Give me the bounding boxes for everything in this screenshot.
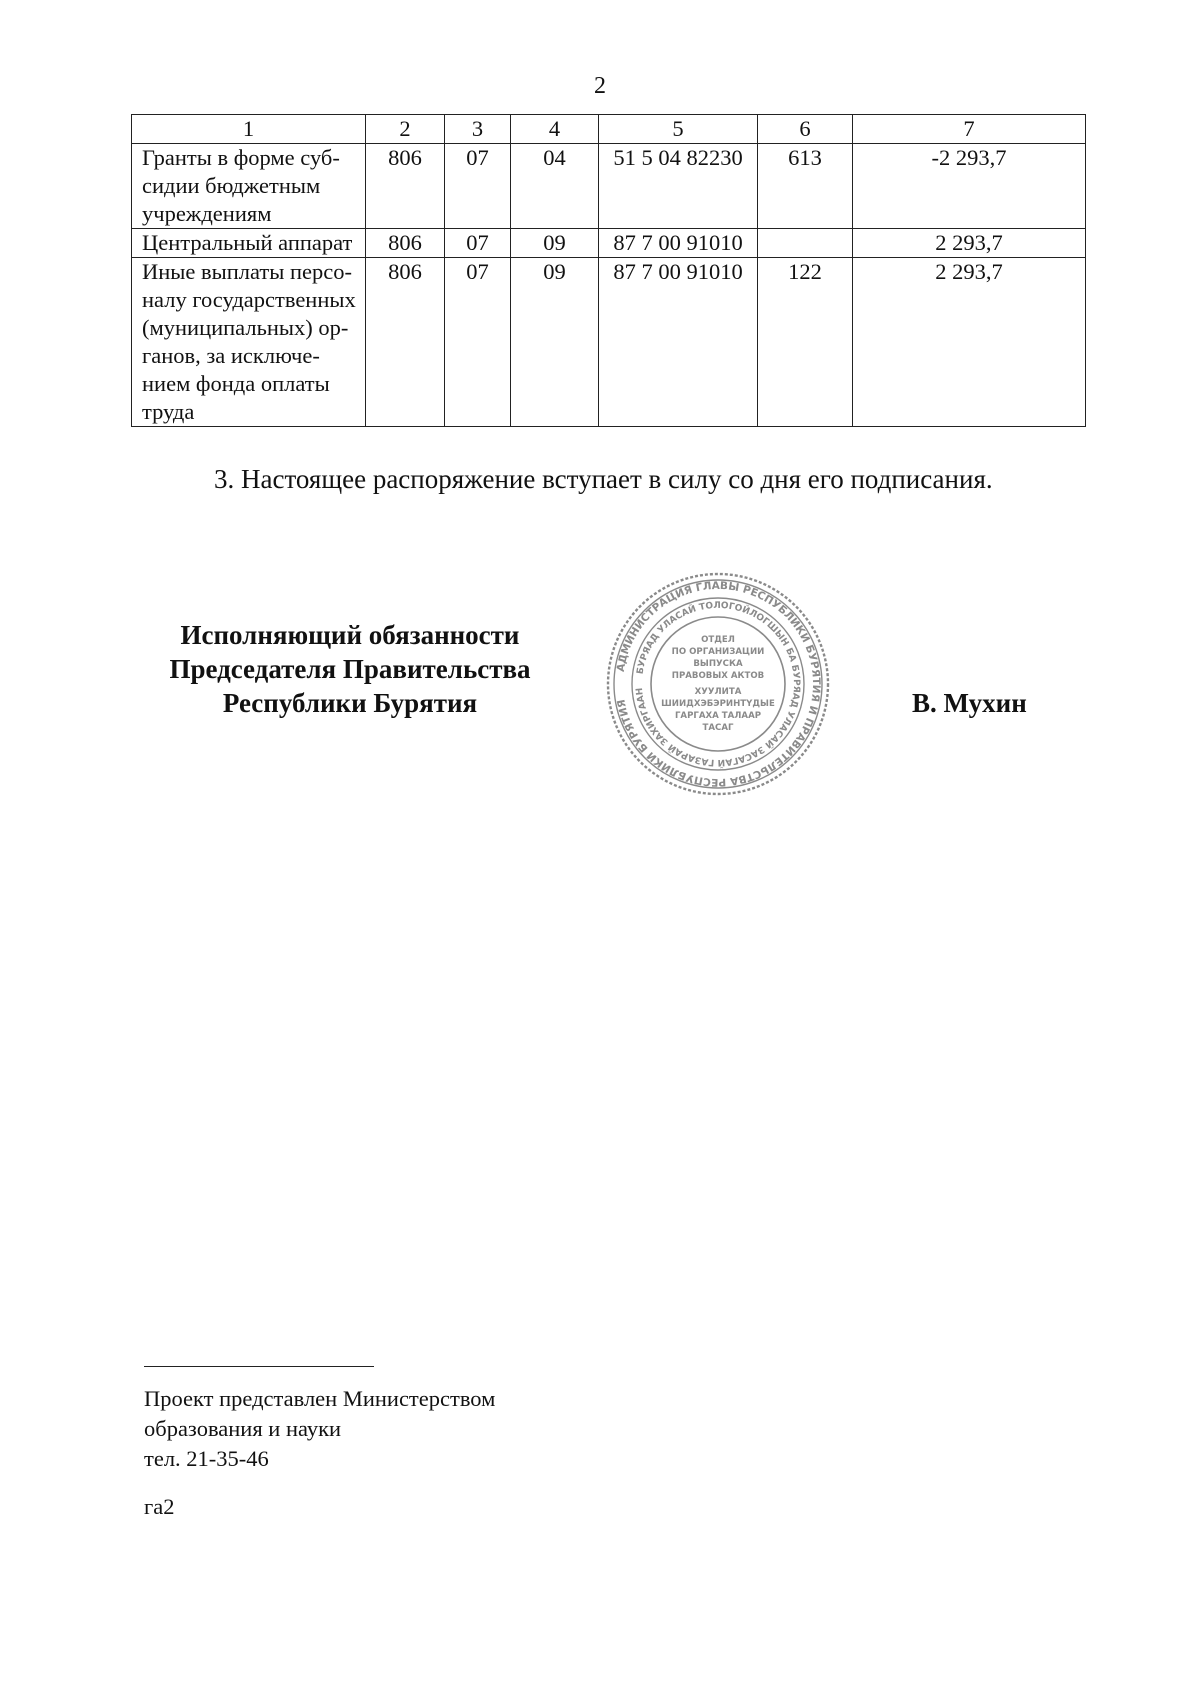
section-cell: 07 (445, 258, 511, 427)
target-article-cell: 87 7 00 91010 (599, 258, 758, 427)
stamp-center-line: ПРАВОВЫХ АКТОВ (671, 671, 765, 681)
header-cell: 1 (132, 115, 366, 144)
stamp-center-line: ВЫПУСКА (693, 659, 743, 669)
row-name-line: Центральный аппарат (142, 230, 353, 255)
target-article-cell: 87 7 00 91010 (599, 229, 758, 258)
budget-changes-table (131, 114, 1086, 427)
section-cell: 07 (445, 229, 511, 258)
ministry-code-cell: 806 (366, 229, 445, 258)
stamp-inner-ring-text: БУРЯАД УЛАСАЙ ТОЛОГОЙЛОГШЫН БА БУРЯАД УЛАСАЙ ЗАСАГАЙ ГАЗАРАЙ ЗАХИРГААН (635, 600, 802, 768)
footer-note-line: тел. 21-35-46 (144, 1446, 269, 1471)
signatory-title-line: Республики Бурятия (222, 688, 478, 718)
row-name-line: (муниципальных) ор- (142, 315, 349, 340)
header-cell: 3 (445, 115, 511, 144)
row-name-cell (132, 229, 366, 258)
footer-divider (144, 1366, 374, 1367)
subsection-cell: 09 (511, 258, 599, 427)
stamp-center-line: ХУУЛИТА (694, 687, 742, 697)
header-cell: 6 (758, 115, 853, 144)
header-cell: 5 (599, 115, 758, 144)
row-name-line: труда (142, 399, 195, 424)
stamp-center-line: ТАСАГ (702, 723, 734, 733)
footer-note-line: Проект представлен Министерством (144, 1386, 496, 1411)
table-header-row (132, 115, 1086, 144)
table-row (132, 258, 1086, 427)
row-name-cell (132, 144, 366, 229)
stamp-outer-ring-text: АДМИНИСТРАЦИЯ ГЛАВЫ РЕСПУБЛИКИ БУРЯТИЯ И ПРАВИТЕЛЬСТВА РЕСПУБЛИКИ БУРЯТИЯ (614, 579, 823, 789)
signatory-title (120, 618, 580, 720)
footer-note (144, 1384, 495, 1474)
stamp-center-line: ПО ОРГАНИЗАЦИИ (671, 647, 765, 657)
stamp-center-text (661, 635, 775, 733)
stamp-center-line: ШИИДХЭБЭРИНТҮДЫЕ (661, 699, 775, 709)
signatory-title-line: Председателя Правительства (169, 654, 531, 684)
stamp-center-line: ОТДЕЛ (701, 635, 735, 645)
row-name-line: ганов, за исключе- (142, 343, 320, 368)
expense-type-cell: 122 (758, 258, 853, 427)
decree-paragraph: 3. Настоящее распоряжение вступает в силу со дня его подписания. (214, 464, 993, 494)
expense-type-cell (758, 229, 853, 258)
document-code: га2 (144, 1494, 175, 1519)
row-name-line: нием фонда оплаты (142, 371, 330, 396)
signatory-name: В. Мухин (912, 688, 1027, 718)
row-name-cell (132, 258, 366, 427)
subsection-cell: 04 (511, 144, 599, 229)
row-name-line: Иные выплаты персо- (142, 259, 353, 284)
signatory-title-line: Исполняющий обязанности (180, 620, 520, 650)
ministry-code-cell: 806 (366, 144, 445, 229)
header-cell: 4 (511, 115, 599, 144)
amount-cell: -2 293,7 (853, 144, 1086, 229)
amount-cell: 2 293,7 (853, 229, 1086, 258)
row-name-line: сидии бюджетным (142, 173, 321, 198)
table-row (132, 144, 1086, 229)
ministry-code-cell: 806 (366, 258, 445, 427)
row-name-line: учреждениям (142, 201, 272, 226)
row-name-line: Гранты в форме суб- (142, 145, 340, 170)
official-stamp (604, 570, 832, 798)
table-row (132, 229, 1086, 258)
expense-type-cell: 613 (758, 144, 853, 229)
header-cell: 2 (366, 115, 445, 144)
header-cell: 7 (853, 115, 1086, 144)
page-number: 2 (594, 73, 606, 99)
subsection-cell: 09 (511, 229, 599, 258)
target-article-cell: 51 5 04 82230 (599, 144, 758, 229)
amount-cell: 2 293,7 (853, 258, 1086, 427)
row-name-line: налу государственных (142, 287, 356, 312)
footer-note-line: образования и науки (144, 1416, 342, 1441)
section-cell: 07 (445, 144, 511, 229)
stamp-center-line: ГАРГАХА ТАЛААР (674, 711, 762, 721)
